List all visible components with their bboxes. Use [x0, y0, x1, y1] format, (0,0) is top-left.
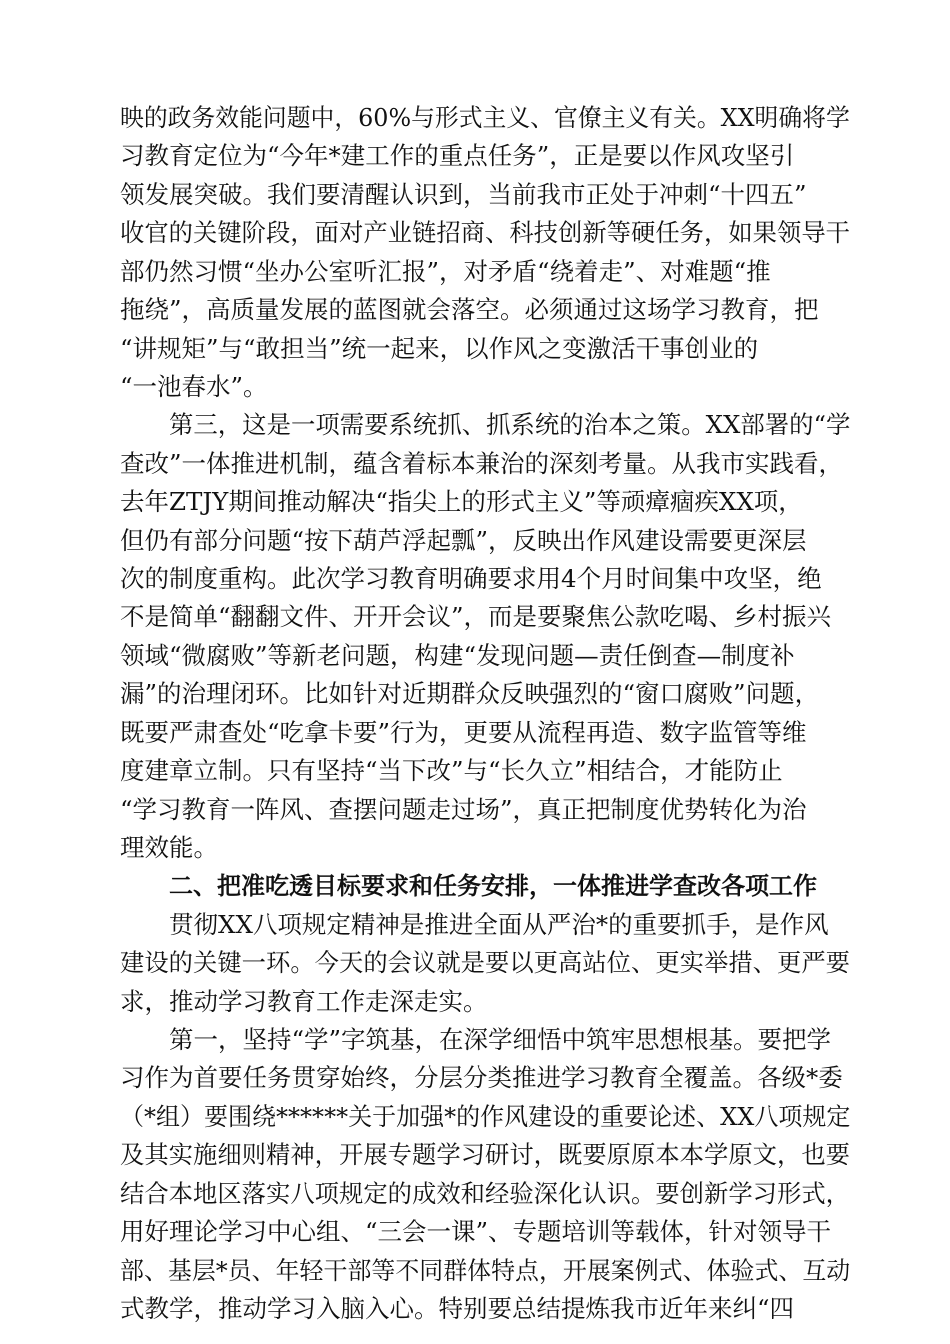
paragraph-first-line: 贯彻XX八项规定精神是推进全面从严治*的重要抓手，是作风 — [169, 910, 829, 939]
text-line: 领域“微腐败”等新老问题，构建“发现问题—责任倒查—制度补 — [120, 641, 795, 670]
text-line: 漏”的治理闭环。比如针对近期群众反映强烈的“窗口腐败”问题， — [120, 679, 820, 708]
text-line: 收官的关键阶段，面对产业链招商、科技创新等硬任务，如果领导干 — [120, 218, 851, 247]
text-line: 结合本地区落实八项规定的成效和经验深化认识。要创新学习形式， — [120, 1179, 851, 1208]
text-line: 不是简单“翻翻文件、开开会议”，而是要聚焦公款吃喝、乡村振兴 — [120, 602, 832, 631]
text-line: 部仍然习惯“坐办公室听汇报”，对矛盾“绕着走”、对难题“推 — [120, 257, 771, 286]
text-line: 用好理论学习中心组、“三会一课”、专题培训等载体，针对领导干 — [120, 1217, 832, 1246]
text-line: 去年ZTJY期间推动解决“指尖上的形式主义”等顽瘴痼疾XX项， — [120, 487, 803, 516]
text-line: “讲规矩”与“敢担当”统一起来，以作风之变激活干事创业的 — [120, 334, 759, 363]
text-line: （*组）要围绕******关于加强*的作风建设的重要论述、XX八项规定 — [120, 1102, 851, 1131]
section-heading: 二、把准吃透目标要求和任务安排，一体推进学查改各项工作 — [169, 872, 817, 900]
text-line: 领发展突破。我们要清醒认识到，当前我市正处于冲刺“十四五” — [120, 180, 807, 209]
text-line: “一池春水”。 — [120, 372, 268, 401]
text-line: 求，推动学习教育工作走深走实。 — [120, 987, 488, 1016]
text-line: 映的政务效能问题中，60%与形式主义、官僚主义有关。XX明确将学 — [120, 103, 850, 132]
text-line: 拖绕”，高质量发展的蓝图就会落空。必须通过这场学习教育，把 — [120, 295, 819, 324]
text-line: 部、基层*员、年轻干部等不同群体特点，开展案例式、体验式、互动 — [120, 1256, 851, 1285]
text-line: 习作为首要任务贯穿始终，分层分类推进学习教育全覆盖。各级*委 — [120, 1063, 843, 1092]
text-line: 查改”一体推进机制，蕴含着标本兼治的深刻考量。从我市实践看， — [120, 449, 844, 478]
text-line: 但仍有部分问题“按下葫芦浮起瓢”，反映出作风建设需要更深层 — [120, 526, 807, 555]
paragraph-first-line: 第一，坚持“学”字筑基，在深学细悟中筑牢思想根基。要把学 — [169, 1025, 832, 1054]
paragraph-first-line: 第三，这是一项需要系统抓、抓系统的治本之策。XX部署的“学 — [169, 410, 851, 439]
text-line: “学习教育一阵风、查摆问题走过场”，真正把制度优势转化为治 — [120, 795, 807, 824]
text-line: 及其实施细则精神，开展专题学习研讨，既要原原本本学原文，也要 — [120, 1140, 851, 1169]
text-line: 习教育定位为“今年*建工作的重点任务”，正是要以作风攻坚引 — [120, 141, 795, 170]
text-line: 建设的关键一环。今天的会议就是要以更高站位、更实举措、更严要 — [120, 948, 851, 977]
text-line: 次的制度重构。此次学习教育明确要求用4个月时间集中攻坚，绝 — [120, 564, 822, 593]
text-line: 既要严肃查处“吃拿卡要”行为，更要从流程再造、数字监管等维 — [120, 718, 807, 747]
text-line: 式教学，推动学习入脑入心。特别要总结提炼我市近年来纠“四 — [120, 1294, 795, 1323]
text-line: 度建章立制。只有坚持“当下改”与“长久立”相结合，才能防止 — [120, 756, 783, 785]
text-line: 理效能。 — [120, 833, 218, 862]
